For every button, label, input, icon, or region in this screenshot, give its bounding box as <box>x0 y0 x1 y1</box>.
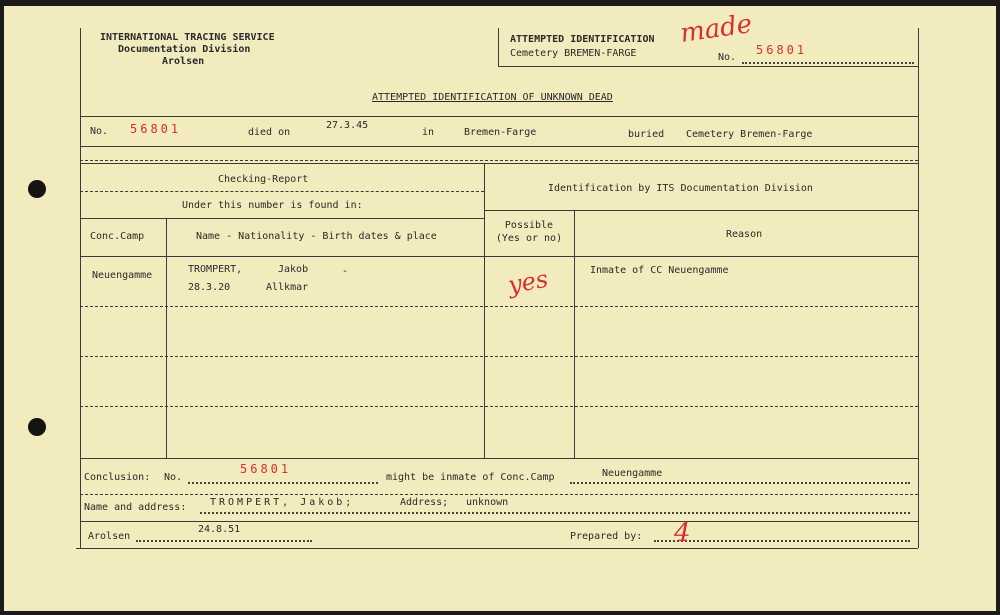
col-line-center <box>484 163 485 458</box>
conclusion-middle-text: might be inmate of Conc.Camp <box>386 472 555 483</box>
conclusion-no-label: No. <box>164 472 183 483</box>
address-value: unknown <box>466 497 509 508</box>
row1-surname: TROMPERT, <box>188 264 243 275</box>
footer-date-dots <box>136 540 312 542</box>
checking-title: Checking-Report <box>218 174 309 185</box>
name-address-value: TROMPERT, Jakob; <box>210 497 355 508</box>
prepared-by-label: Prepared by: <box>570 531 643 542</box>
row1-possible: yes <box>505 264 551 300</box>
punch-hole-top <box>28 180 46 198</box>
row1-birth-date: 28.3.20 <box>188 282 231 293</box>
header-divider-right <box>484 210 918 211</box>
col-camp-header: Conc.Camp <box>90 231 145 242</box>
col-possible-header-1: Possible <box>504 220 554 231</box>
prepared-by-mark: 4 <box>674 518 691 548</box>
col-reason-header: Reason <box>726 229 763 240</box>
col-name-header: Name - Nationality - Birth dates & place <box>196 231 437 242</box>
row-rule-1 <box>80 306 918 307</box>
id-box-left-line <box>498 28 499 66</box>
table-bottom-rule <box>80 458 918 459</box>
died-value: 27.3.45 <box>326 120 369 131</box>
col-line-possible <box>574 210 575 458</box>
identification-title: Identification by ITS Documentation Division <box>548 183 813 194</box>
col-possible-header-2: (Yes or no) <box>495 233 563 244</box>
id-box-no-dots <box>742 62 914 64</box>
org-name: INTERNATIONAL TRACING SERVICE <box>100 32 275 43</box>
record-rule-1 <box>80 146 918 147</box>
in-value: Bremen-Farge <box>464 127 537 138</box>
buried-label: buried <box>628 129 665 140</box>
conclusion-label: Conclusion: <box>84 472 151 483</box>
name-address-dots <box>200 512 910 514</box>
conclusion-camp-dots <box>570 482 910 484</box>
row1-camp: Neuengamme <box>92 270 153 281</box>
footer-date: 24.8.51 <box>198 524 241 535</box>
checking-title-rule <box>80 191 484 192</box>
name-address-rule <box>80 521 918 522</box>
row1-firstname: Jakob <box>278 264 309 275</box>
name-address-label: Name and address: <box>84 502 187 513</box>
id-box-bottom-line <box>498 66 918 67</box>
row1-birth-place: Allkmar <box>266 282 309 293</box>
buried-value: Cemetery Bremen-Farge <box>686 129 813 140</box>
id-box-title: ATTEMPTED IDENTIFICATION <box>510 34 655 45</box>
card-bottom-rule <box>76 548 918 549</box>
title-rule <box>80 116 918 117</box>
frame-right-line <box>918 28 919 548</box>
record-rule-2 <box>80 160 918 161</box>
row-rule-3 <box>80 406 918 407</box>
table-top-rule <box>80 163 918 164</box>
footer-place: Arolsen <box>88 531 131 542</box>
died-label: died on <box>248 127 291 138</box>
address-label: Address; <box>400 497 449 508</box>
checking-subtitle: Under this number is found in: <box>182 200 363 211</box>
record-no-label: No. <box>90 126 109 137</box>
row1-reason: Inmate of CC Neuengamme <box>590 265 729 276</box>
id-box-no-value: 56801 <box>756 43 808 57</box>
col-line-camp <box>166 218 167 458</box>
conclusion-camp-value: Neuengamme <box>602 468 663 479</box>
punch-hole-bottom <box>28 418 46 436</box>
id-box-cemetery: Cemetery BREMEN-FARGE <box>510 48 637 59</box>
in-label: in <box>422 127 435 138</box>
row1-dash: - <box>342 266 349 277</box>
conclusion-no-dots <box>188 482 378 484</box>
conclusion-no-value: 56801 <box>240 462 292 476</box>
prepared-by-dots <box>654 540 910 542</box>
org-division: Documentation Division <box>118 44 251 55</box>
conclusion-rule <box>80 494 918 495</box>
made-stamp: made <box>678 9 754 49</box>
tracing-card <box>4 6 996 611</box>
record-no-value: 56801 <box>130 122 182 136</box>
org-city: Arolsen <box>162 56 205 67</box>
frame-left-line <box>80 28 81 548</box>
form-title: ATTEMPTED IDENTIFICATION OF UNKNOWN DEAD <box>372 92 613 103</box>
column-header-rule <box>80 256 918 257</box>
row-rule-2 <box>80 356 918 357</box>
header-divider-left <box>80 218 484 219</box>
id-box-no-label: No. <box>718 52 737 63</box>
